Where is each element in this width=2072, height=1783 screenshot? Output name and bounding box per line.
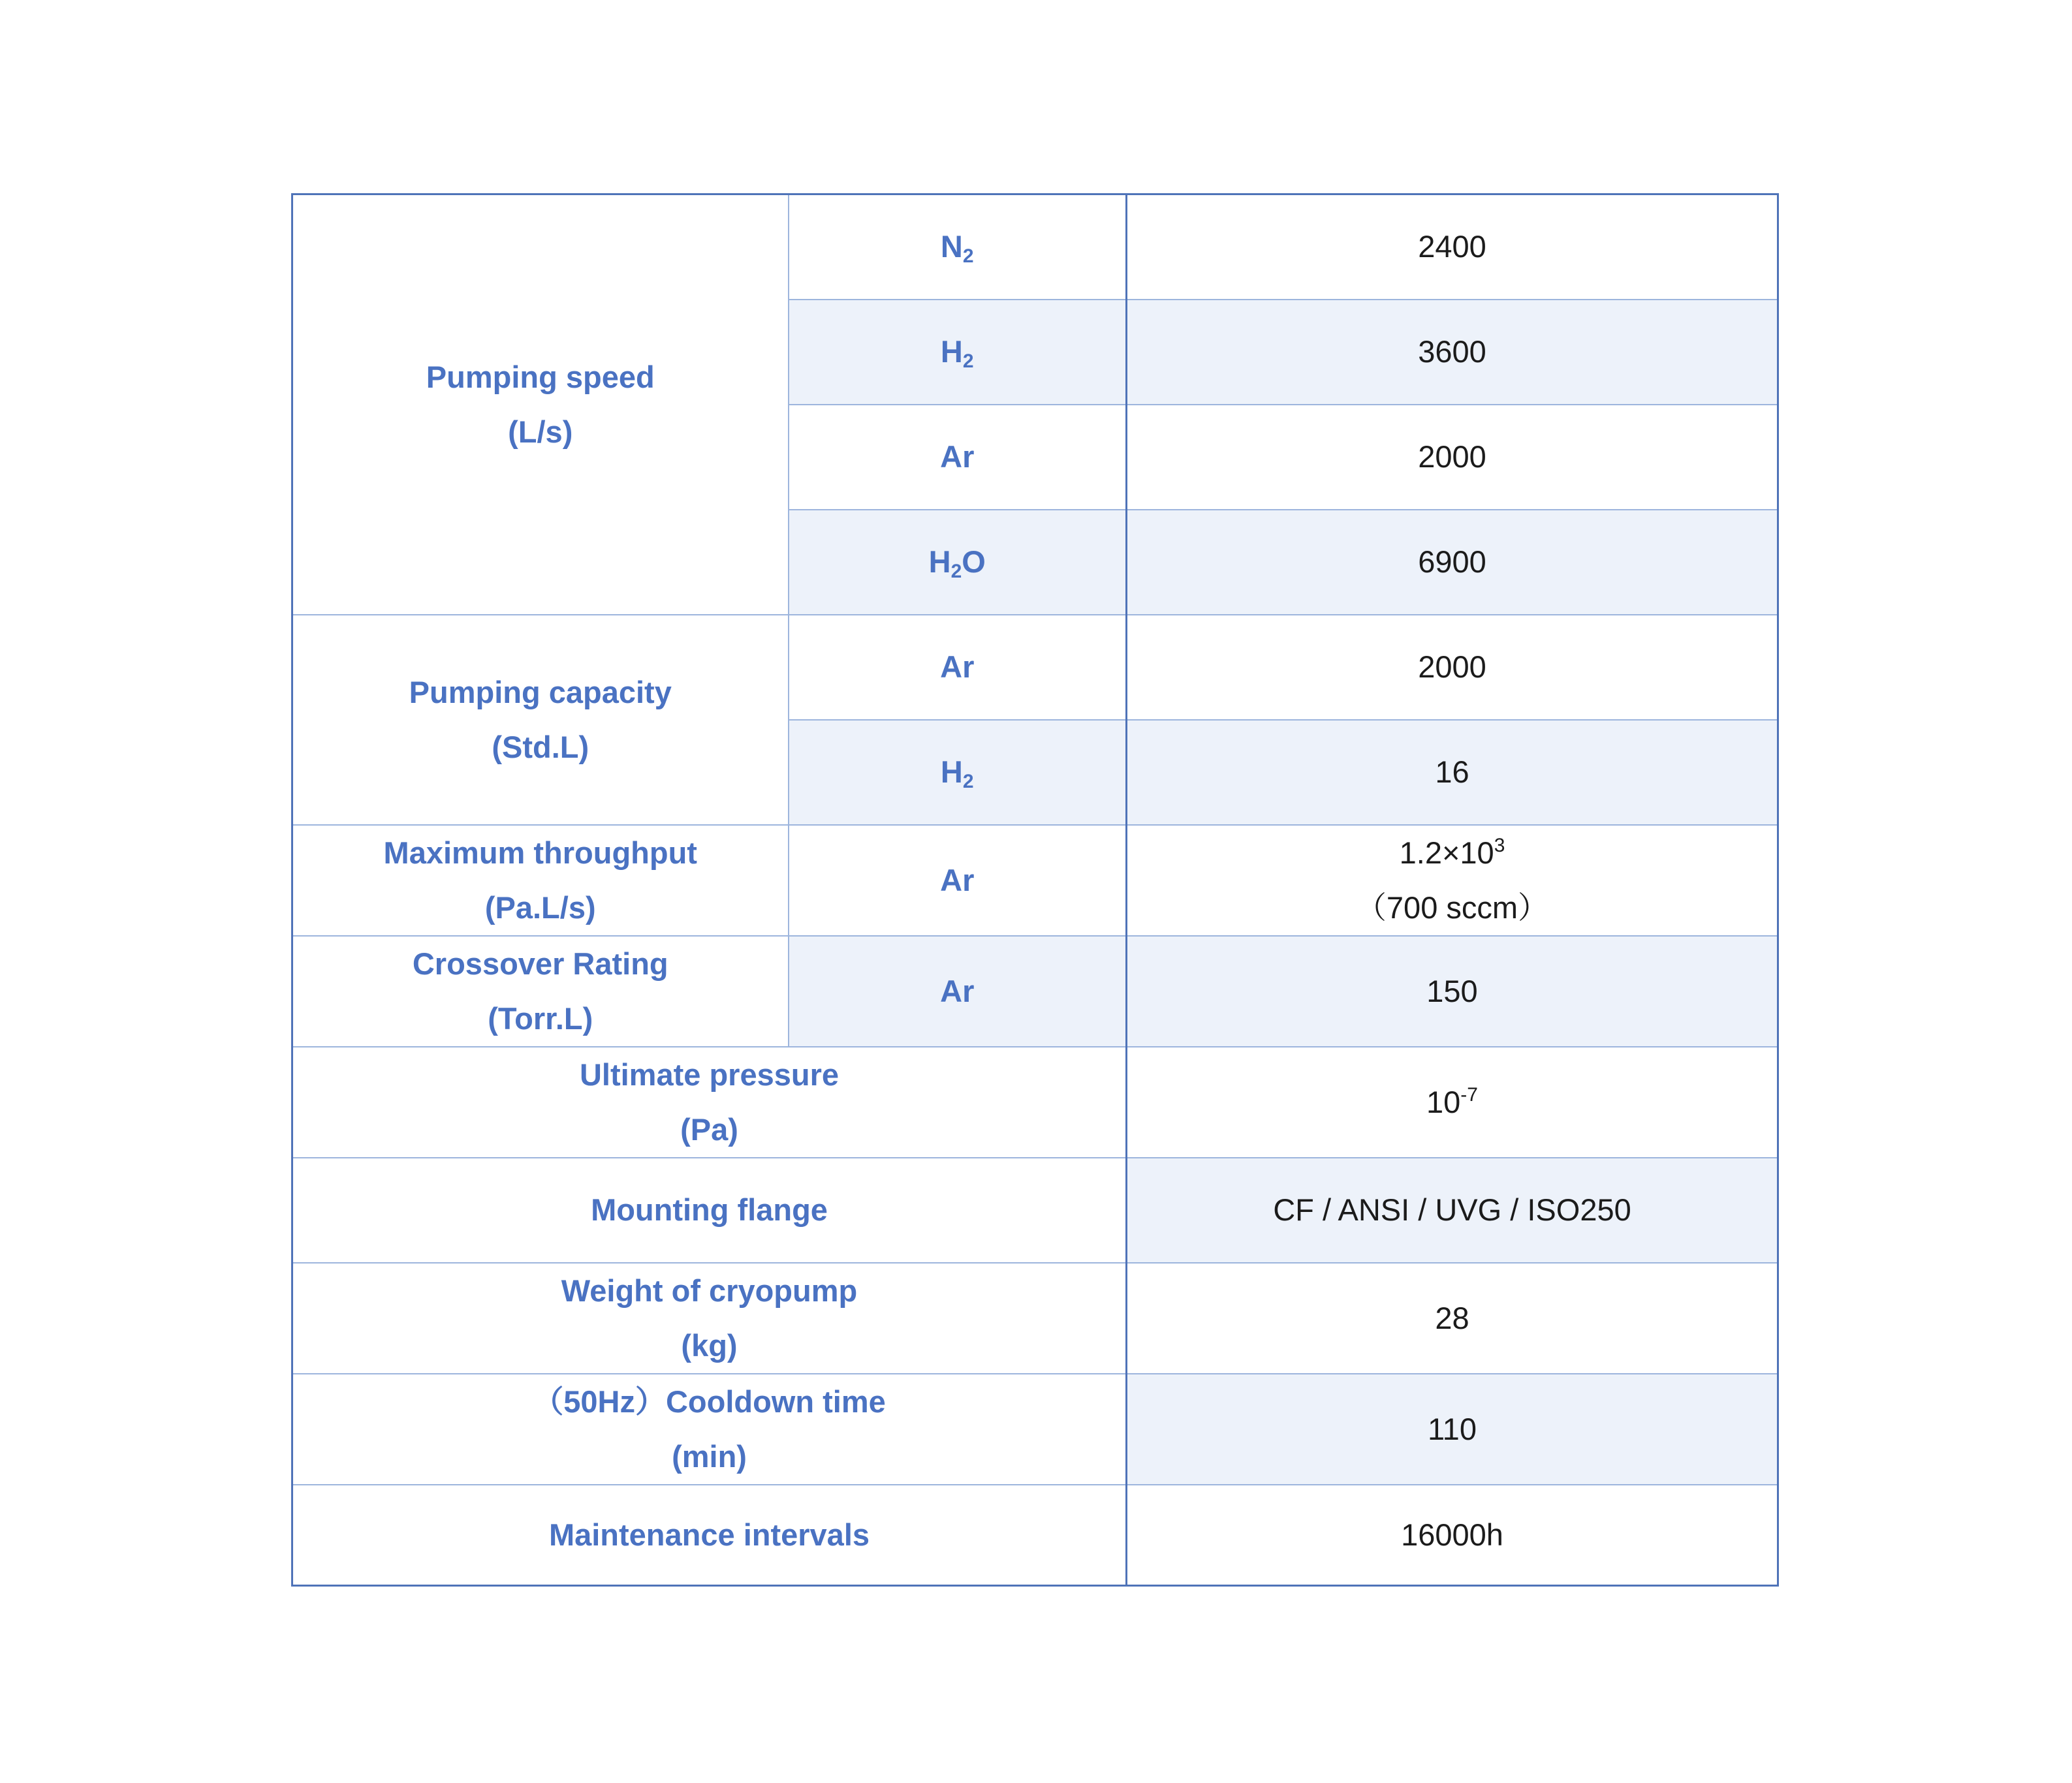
- value-cell: CF / ANSI / UVG / ISO250: [1127, 1158, 1778, 1263]
- table-row: [292, 1047, 1778, 1158]
- ultimate-pressure-unit: (Pa): [680, 1111, 738, 1147]
- pumping-speed-label-cell: [292, 194, 789, 615]
- value-cell: 2400: [1127, 194, 1778, 300]
- value-cell: 16: [1127, 720, 1778, 825]
- crossover-label: Crossover Rating: [412, 946, 668, 981]
- value-cell: 2000: [1127, 615, 1778, 720]
- gas-cell: [789, 405, 1127, 510]
- value-base: 10: [1426, 1084, 1461, 1119]
- max-throughput-note: （700 sccm）: [1355, 890, 1549, 925]
- gas-symbol: Ar: [940, 439, 975, 474]
- max-throughput-label-cell: [292, 825, 789, 936]
- gas-cell: Ar: [789, 936, 1127, 1047]
- max-throughput-value: [1127, 826, 1777, 880]
- maintenance-label: Maintenance intervals: [548, 1517, 870, 1552]
- crossover-unit: (Torr.L): [488, 1000, 593, 1036]
- value-cell: 150: [1127, 936, 1778, 1047]
- maintenance-label-cell: [292, 1485, 1127, 1586]
- table-row: [292, 936, 1778, 1047]
- table-row: [292, 1485, 1778, 1586]
- value-cell: [1127, 1047, 1778, 1158]
- gas-symbol-tail: O: [962, 544, 986, 579]
- value-cell: 16000h: [1127, 1485, 1778, 1586]
- value-cell: 2000: [1127, 405, 1778, 510]
- max-throughput-label: Maximum throughput: [383, 835, 697, 870]
- ultimate-pressure-label-cell: [292, 1047, 1127, 1158]
- value-cell: 3600: [1127, 300, 1778, 405]
- weight-label-cell: [292, 1263, 1127, 1374]
- pumping-capacity-label-cell: [292, 615, 789, 825]
- gas-cell: Ar: [789, 825, 1127, 936]
- gas-symbol: H: [940, 754, 963, 789]
- gas-symbol: N: [940, 229, 963, 264]
- pumping-speed-label: Pumping speed: [426, 359, 655, 394]
- value-cell: 28: [1127, 1263, 1778, 1374]
- value-cell: 110: [1127, 1374, 1778, 1485]
- table-row: [292, 825, 1778, 936]
- value-cell: 6900: [1127, 510, 1778, 615]
- gas-cell: [789, 615, 1127, 720]
- gas-symbol: Ar: [940, 649, 975, 684]
- cooldown-unit: (min): [672, 1438, 747, 1474]
- gas-subscript: 2: [950, 561, 962, 582]
- table-row: [292, 1158, 1778, 1263]
- pumping-speed-unit: (L/s): [508, 414, 573, 449]
- table-row: [292, 1263, 1778, 1374]
- table-row: [292, 1374, 1778, 1485]
- gas-cell: [789, 194, 1127, 300]
- value-cell: [1127, 825, 1778, 936]
- value-exponent: -7: [1460, 1083, 1478, 1106]
- weight-label: Weight of cryopump: [561, 1273, 858, 1308]
- gas-symbol: H: [928, 544, 951, 579]
- gas-cell: [789, 510, 1127, 615]
- value-base: 1.2×10: [1399, 835, 1494, 870]
- cooldown-label: （50Hz）Cooldown time: [533, 1384, 886, 1419]
- pumping-capacity-label: Pumping capacity: [409, 674, 672, 709]
- weight-unit: (kg): [681, 1327, 738, 1363]
- gas-cell: [789, 300, 1127, 405]
- max-throughput-unit: (Pa.L/s): [484, 890, 596, 925]
- table-row: [292, 615, 1778, 720]
- gas-cell: [789, 720, 1127, 825]
- cooldown-label-cell: [292, 1374, 1127, 1485]
- gas-subscript: 2: [962, 350, 974, 372]
- ultimate-pressure-label: Ultimate pressure: [579, 1057, 840, 1092]
- value-exponent: 3: [1494, 834, 1505, 856]
- table-row: [292, 194, 1778, 300]
- mounting-flange-label: Mounting flange: [591, 1192, 828, 1227]
- crossover-label-cell: [292, 936, 789, 1047]
- gas-symbol: H: [940, 334, 963, 369]
- specifications-table: [291, 193, 1779, 1587]
- mounting-flange-label-cell: [292, 1158, 1127, 1263]
- gas-subscript: 2: [962, 245, 974, 268]
- pumping-capacity-unit: (Std.L): [492, 729, 589, 764]
- gas-subscript: 2: [962, 771, 974, 792]
